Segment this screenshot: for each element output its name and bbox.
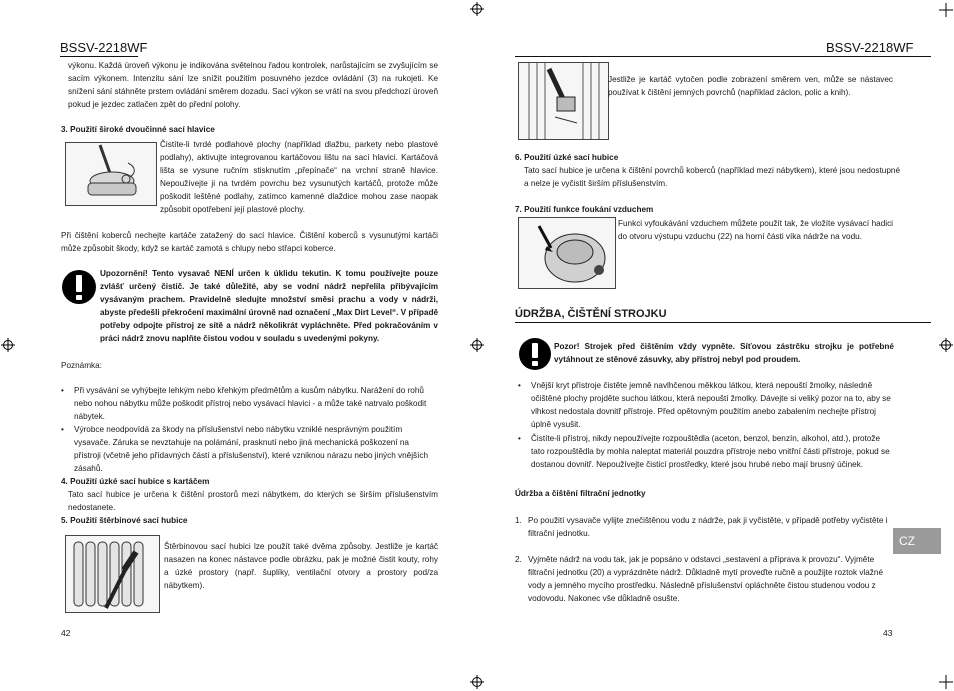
- page-number: 43: [883, 628, 893, 638]
- language-tab: CZ: [893, 528, 941, 554]
- list-item: • Výrobce neodpovídá za škody na příslušenství nebo nábytku vzniklé nesprávným použitím vysavače. Záruka se nevztahuje na polámání, prasknutí nebo jiná mechanická poškození na přístroji (včetně jeho přídavných částí a příslušenství), které vzniknou nárazu nebo jiných vnějších zásahů.: [61, 425, 429, 473]
- list-item: • Čistíte-li přístroj, nikdy nepoužívejte rozpouštědla (aceton, benzol, benzín, alkohol, atd.), protože tato rozpouštědla by mohla naleptat materiál pouzdra přístroje nebo vnitřní části přístroje, pokud se dostanou dovnitř. Nepoužívejte čisticí prostředky, které jsou hrubé nebo mají brusný účinek.: [518, 434, 890, 469]
- bullet-icon: •: [61, 386, 64, 395]
- crevice-nozzle-illustration: [65, 535, 160, 613]
- floor-nozzle-illustration: [65, 142, 157, 206]
- step-number: 1.: [515, 516, 522, 525]
- page-header-title: BSSV-2218WF: [826, 40, 914, 55]
- section-rule: [515, 322, 931, 323]
- bullet-icon: •: [518, 381, 521, 390]
- section-6-title: 6. Použití úzké sací hubice: [515, 153, 619, 162]
- top-text: Jestliže je kartáč vytočen podle zobrazení směrem ven, může se nástavec používat k čištění jemných povrchů (například záclon, polic a knih).: [608, 75, 893, 97]
- page-header-title: BSSV-2218WF: [60, 40, 148, 55]
- header-rule: [60, 56, 138, 57]
- filter-section-title: Údržba a čištění filtrační jednotky: [515, 489, 646, 498]
- section-7-title: 7. Použití funkce foukání vzduchem: [515, 205, 654, 214]
- page-number: 42: [61, 628, 71, 638]
- maintenance-section-title: ÚDRŽBA, ČIŠTĚNÍ STROJKU: [515, 308, 667, 320]
- carpet-paragraph: Při čištění koberců nechejte kartáče zatažený do sací hlavice. Čištění koberců s vysunutými kartáči může způsobit škody, když se kartáč zamotá s chlupy nebo střapci koberce.: [61, 231, 438, 253]
- section-5-text: Štěrbinovou sací hubici lze použít také dvěma způsoby. Jestliže je kartáč nasazen na konec nástavce podle obrázku, pak je možné čistit kouty, rohy a úzké prostory (např. šuplíky, ventilační otvory a prostory pod/za nábytkem).: [164, 542, 438, 590]
- section-7-text: Funkci vyfoukávání vzduchem můžete použít tak, že vložíte vysávací hadici do otvoru výstupu vzduchu (22) na horní části víka nádrže na vodu.: [618, 219, 893, 241]
- list-item: 2. Vyjměte nádrž na vodu tak, jak je popsáno v odstavci „sestavení a příprava k provozu“. Vyjměte filtrační jednotku (20) a vyprázdněte nádrž. Důkladně mytí proveďte ručně a použijte roztok vlažné vody a jemného mycího prostředku. Následně příslušenství opláchněte čistou studenou vodou z vodovodu. Nakonec vše důkladně osušte.: [515, 555, 884, 603]
- list-item: 1. Po použití vysavače vylijte znečištěnou vodu z nádrže, pak ji vyčistěte, v případě potřeby vyčistěte i filtrační jednotku.: [515, 516, 888, 538]
- section-4-text: Tato sací hubice je určena k čištění prostorů mezi nábytkem, do kterých se širším příslušenstvím nedostanete.: [68, 490, 438, 512]
- header-rule: [515, 56, 931, 57]
- intro-paragraph: výkonu. Každá úroveň výkonu je indikována světelnou řadou kontrolek, narůstajícím se zvyšujícím se sacím výkonem. Intenzitu sání lze snížit použitím posuvného jezdce ovládání (3) na rukojeti. Ke snížení sání stáhněte prstem ovládání směrem dozadu. Sací výkon se vrátí na svou předchozí úroveň pokud je jezdec zatlačen zpět do přední polohy.: [68, 61, 438, 109]
- bullet-icon: •: [518, 434, 521, 443]
- section-6-text: Tato sací hubice je určena k čištění povrchů koberců (například mezi nábytkem), které jsou nedostupné a nelze je vyčistit širším příslušenstvím.: [524, 166, 900, 188]
- list-item: • Při vysávání se vyhýbejte lehkým nebo křehkým předmětům a kusům nábytku. Narážení do rohů nebo nohou nábytku může poškodit přístroj nebo vysávací hlavici - a může také natrvalo poškodit nábytek.: [61, 386, 427, 421]
- section-3-title: 3. Použití široké dvoučinné sací hlavice: [61, 125, 215, 134]
- step-number: 2.: [515, 555, 522, 564]
- section-4-title: 4. Použití úzké sací hubice s kartáčem: [61, 477, 210, 486]
- section-5-title: 5. Použití štěrbinové sací hubice: [61, 516, 188, 525]
- warning-icon: [517, 337, 553, 371]
- bullet-icon: •: [61, 425, 64, 434]
- warning-icon: [61, 268, 97, 306]
- warning-text: Upozornění! Tento vysavač NENÍ určen k úklidu tekutin. K tomu používejte pouze zvlášť určený čistič. Je také důležité, aby se vodní nádrž nepřelila přibývajícím vysávaným prachem. Pravidelně sledujte množství směsi prachu a vody v nádrži, abyste předešli překročení maximální úrovně nad označení „Max Dirt Level“. V případě potřeby odpojte přístroj ze sítě a nádrž několikrát vypláchněte. Před pokračováním v práci nádrž znovu naplňte čistou vodou v souladu s uvedenými pokyny.: [100, 269, 438, 343]
- note-label: Poznámka:: [61, 361, 102, 370]
- air-blowing-illustration: [518, 217, 616, 289]
- maintenance-warning: Pozor! Strojek před čištěním vždy vypněte. Síťovou zástrčku strojku je potřebné vytáhnout ze stěnové zásuvky, aby přístroj nebyl pod proudem.: [554, 342, 894, 364]
- section-3-text: Čistíte-li tvrdé podlahové plochy (například dlažbu, parkety nebo plastové podlahy), aktivujte integrovanou kartáčovou lištu na sací hlavici. Kartáčová lišta se vysune ručním stisknutím „přepínače“ na vrchní straně hlavice. Nepoužívejte ji na tvrdém povrchu bez vysunutých kartáčů, protože může poškodit leštěné podlahy, zatímco kamenné dlaždice mohou zase naopak způsobit opotřebení její plastové plochy.: [160, 140, 438, 214]
- list-item: • Vnější kryt přístroje čistěte jemně navlhčenou měkkou látkou, která nepouští žmolky, následně očištěné plochy projděte suchou látkou, která nepouští žmolky. Dávejte si veliký pozor na to, aby se vlhkost nedostala dovnitř přístroje. Před opětovným použitím anebo zabalením nechejte přístroj úplně vysušit.: [518, 381, 891, 429]
- page-right: [477, 0, 954, 691]
- brush-nozzle-illustration: [518, 62, 609, 140]
